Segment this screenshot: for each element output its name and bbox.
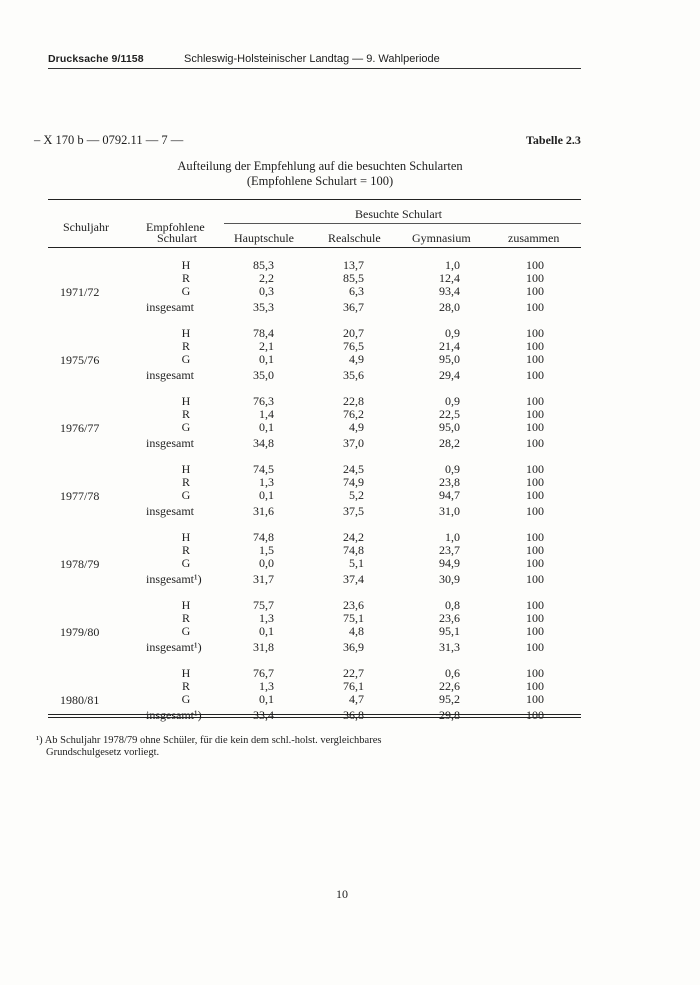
col-header-hauptschule: Hauptschule xyxy=(234,231,294,245)
cell-realschule: 22,8 xyxy=(343,394,364,408)
col-header-zusammen: zusammen xyxy=(508,231,560,245)
cell-realschule: 20,7 xyxy=(343,326,364,340)
cell-realschule: 74,8 xyxy=(343,543,364,557)
cell-realschule: 75,1 xyxy=(343,611,364,625)
cell-empfohlene: insgesamt¹) xyxy=(146,708,202,722)
cell-realschule: 76,1 xyxy=(343,679,364,693)
cell-zusammen: 100 xyxy=(526,368,544,382)
cell-zusammen: 100 xyxy=(526,611,544,625)
cell-gymnasium: 22,6 xyxy=(439,679,460,693)
cell-empfohlene: insgesamt¹) xyxy=(146,572,202,586)
cell-realschule: 35,6 xyxy=(343,368,364,382)
cell-gymnasium: 23,6 xyxy=(439,611,460,625)
footnote-line1: ¹) Ab Schuljahr 1978/79 ohne Schüler, für die kein dem schl.-holst. vergleichbares xyxy=(36,735,382,746)
drucksache-label: Drucksache 9/1158 xyxy=(48,53,144,65)
cell-zusammen: 100 xyxy=(526,692,544,706)
cell-zusammen: 100 xyxy=(526,300,544,314)
cell-zusammen: 100 xyxy=(526,407,544,421)
cell-empfohlene: insgesamt¹) xyxy=(146,640,202,654)
cell-gymnasium: 94,7 xyxy=(439,488,460,502)
cell-zusammen: 100 xyxy=(526,708,544,722)
group-header-rule xyxy=(224,223,581,224)
cell-zusammen: 100 xyxy=(526,679,544,693)
cell-gymnasium: 95,1 xyxy=(439,624,460,638)
cell-zusammen: 100 xyxy=(526,504,544,518)
col-header-empfohlene-line2: Schulart xyxy=(157,231,197,245)
footnote-line2: Grundschulgesetz vorliegt. xyxy=(46,747,160,758)
cell-schuljahr: 1978/79 xyxy=(60,557,100,571)
cell-hauptschule: 31,8 xyxy=(253,640,274,654)
cell-hauptschule: 85,3 xyxy=(253,258,274,272)
cell-gymnasium: 30,9 xyxy=(439,572,460,586)
cell-realschule: 24,5 xyxy=(343,462,364,476)
cell-empfohlene: G xyxy=(181,284,191,298)
cell-zusammen: 100 xyxy=(526,258,544,272)
cell-hauptschule: 33,4 xyxy=(253,708,274,722)
cell-hauptschule: 75,7 xyxy=(253,598,274,612)
col-header-empfohlene-line1: Empfohlene xyxy=(146,220,205,234)
cell-gymnasium: 95,0 xyxy=(439,420,460,434)
cell-realschule: 4,9 xyxy=(349,352,364,366)
cell-zusammen: 100 xyxy=(526,640,544,654)
cell-hauptschule: 78,4 xyxy=(253,326,274,340)
cell-gymnasium: 1,0 xyxy=(445,258,460,272)
cell-gymnasium: 28,2 xyxy=(439,436,460,450)
cell-zusammen: 100 xyxy=(526,271,544,285)
cell-hauptschule: 76,7 xyxy=(253,666,274,680)
cell-empfohlene: H xyxy=(181,598,191,612)
cell-empfohlene: H xyxy=(181,462,191,476)
cell-hauptschule: 34,8 xyxy=(253,436,274,450)
cell-empfohlene: H xyxy=(181,666,191,680)
table-header-rule xyxy=(48,247,581,248)
table-caption-line1: Aufteilung der Empfehlung auf die besuchten Schularten xyxy=(177,159,463,173)
cell-empfohlene: R xyxy=(181,679,190,693)
page-number: 10 xyxy=(336,887,348,901)
cell-gymnasium: 12,4 xyxy=(439,271,460,285)
cell-realschule: 36,7 xyxy=(343,300,364,314)
cell-gymnasium: 0,9 xyxy=(445,462,460,476)
cell-zusammen: 100 xyxy=(526,339,544,353)
cell-zusammen: 100 xyxy=(526,543,544,557)
cell-realschule: 13,7 xyxy=(343,258,364,272)
cell-hauptschule: 76,3 xyxy=(253,394,274,408)
cell-realschule: 36,8 xyxy=(343,708,364,722)
cell-zusammen: 100 xyxy=(526,394,544,408)
cell-gymnasium: 95,2 xyxy=(439,692,460,706)
cell-empfohlene: R xyxy=(181,475,190,489)
cell-hauptschule: 35,3 xyxy=(253,300,274,314)
cell-hauptschule: 1,4 xyxy=(259,407,274,421)
cell-realschule: 6,3 xyxy=(349,284,364,298)
cell-hauptschule: 0,1 xyxy=(259,420,274,434)
cell-realschule: 76,5 xyxy=(343,339,364,353)
cell-hauptschule: 0,3 xyxy=(259,284,274,298)
cell-zusammen: 100 xyxy=(526,556,544,570)
cell-gymnasium: 93,4 xyxy=(439,284,460,298)
cell-empfohlene: insgesamt xyxy=(146,300,194,314)
table-caption-line2: (Empfohlene Schulart = 100) xyxy=(246,174,394,188)
cell-zusammen: 100 xyxy=(526,598,544,612)
cell-realschule: 37,0 xyxy=(343,436,364,450)
cell-zusammen: 100 xyxy=(526,572,544,586)
table-bottom-rule-2 xyxy=(48,717,581,718)
cell-gymnasium: 29,4 xyxy=(439,368,460,382)
cell-zusammen: 100 xyxy=(526,475,544,489)
cell-empfohlene: G xyxy=(181,488,191,502)
cell-hauptschule: 2,2 xyxy=(259,271,274,285)
table-bottom-rule-1 xyxy=(48,714,581,715)
cell-empfohlene: G xyxy=(181,352,191,366)
cell-hauptschule: 2,1 xyxy=(259,339,274,353)
cell-schuljahr: 1971/72 xyxy=(60,285,100,299)
cell-gymnasium: 0,9 xyxy=(445,394,460,408)
cell-gymnasium: 28,0 xyxy=(439,300,460,314)
table-label: Tabelle 2.3 xyxy=(526,133,581,147)
cell-empfohlene: H xyxy=(181,530,191,544)
cell-hauptschule: 31,7 xyxy=(253,572,274,586)
cell-realschule: 5,1 xyxy=(349,556,364,570)
cell-gymnasium: 29,8 xyxy=(439,708,460,722)
cell-gymnasium: 1,0 xyxy=(445,530,460,544)
cell-empfohlene: H xyxy=(181,258,191,272)
cell-zusammen: 100 xyxy=(526,326,544,340)
cell-schuljahr: 1976/77 xyxy=(60,421,100,435)
cell-hauptschule: 35,0 xyxy=(253,368,274,382)
cell-gymnasium: 31,3 xyxy=(439,640,460,654)
cell-gymnasium: 0,9 xyxy=(445,326,460,340)
cell-gymnasium: 21,4 xyxy=(439,339,460,353)
cell-realschule: 85,5 xyxy=(343,271,364,285)
cell-gymnasium: 94,9 xyxy=(439,556,460,570)
cell-zusammen: 100 xyxy=(526,624,544,638)
cell-realschule: 5,2 xyxy=(349,488,364,502)
cell-realschule: 4,7 xyxy=(349,692,364,706)
cell-empfohlene: R xyxy=(181,543,190,557)
cell-realschule: 4,9 xyxy=(349,420,364,434)
cell-hauptschule: 1,5 xyxy=(259,543,274,557)
cell-hauptschule: 0,1 xyxy=(259,624,274,638)
cell-zusammen: 100 xyxy=(526,530,544,544)
col-header-realschule: Realschule xyxy=(328,231,381,245)
cell-empfohlene: G xyxy=(181,692,191,706)
cell-empfohlene: G xyxy=(181,624,191,638)
cell-hauptschule: 1,3 xyxy=(259,611,274,625)
cell-gymnasium: 0,8 xyxy=(445,598,460,612)
cell-hauptschule: 0,1 xyxy=(259,692,274,706)
cell-zusammen: 100 xyxy=(526,420,544,434)
cell-realschule: 4,8 xyxy=(349,624,364,638)
cell-empfohlene: insgesamt xyxy=(146,436,194,450)
group-header-besuchte-schulart: Besuchte Schulart xyxy=(355,207,442,221)
cell-schuljahr: 1977/78 xyxy=(60,489,100,503)
cell-empfohlene: G xyxy=(181,556,191,570)
col-header-gymnasium: Gymnasium xyxy=(412,231,471,245)
cell-hauptschule: 1,3 xyxy=(259,475,274,489)
cell-gymnasium: 22,5 xyxy=(439,407,460,421)
table-top-rule xyxy=(48,199,581,200)
cell-hauptschule: 0,1 xyxy=(259,488,274,502)
cell-gymnasium: 23,7 xyxy=(439,543,460,557)
cell-realschule: 74,9 xyxy=(343,475,364,489)
cell-schuljahr: 1979/80 xyxy=(60,625,100,639)
cell-empfohlene: H xyxy=(181,326,191,340)
parliament-title: Schleswig-Holsteinischer Landtag — 9. Wahlperiode xyxy=(184,53,440,65)
document-id: – X 170 b — 0792.11 — 7 — xyxy=(34,133,184,147)
cell-realschule: 24,2 xyxy=(343,530,364,544)
header-rule xyxy=(48,68,581,69)
cell-empfohlene: R xyxy=(181,339,190,353)
cell-empfohlene: R xyxy=(181,611,190,625)
cell-schuljahr: 1980/81 xyxy=(60,693,100,707)
cell-hauptschule: 31,6 xyxy=(253,504,274,518)
cell-empfohlene: R xyxy=(181,407,190,421)
cell-zusammen: 100 xyxy=(526,352,544,366)
cell-gymnasium: 0,6 xyxy=(445,666,460,680)
cell-empfohlene: H xyxy=(181,394,191,408)
cell-realschule: 37,4 xyxy=(343,572,364,586)
cell-zusammen: 100 xyxy=(526,284,544,298)
cell-gymnasium: 23,8 xyxy=(439,475,460,489)
cell-gymnasium: 95,0 xyxy=(439,352,460,366)
cell-hauptschule: 1,3 xyxy=(259,679,274,693)
cell-realschule: 37,5 xyxy=(343,504,364,518)
cell-hauptschule: 74,8 xyxy=(253,530,274,544)
cell-realschule: 22,7 xyxy=(343,666,364,680)
cell-realschule: 76,2 xyxy=(343,407,364,421)
col-header-schuljahr: Schuljahr xyxy=(63,220,109,234)
cell-empfohlene: insgesamt xyxy=(146,368,194,382)
cell-empfohlene: R xyxy=(181,271,190,285)
cell-hauptschule: 0,1 xyxy=(259,352,274,366)
cell-hauptschule: 74,5 xyxy=(253,462,274,476)
cell-schuljahr: 1975/76 xyxy=(60,353,100,367)
cell-empfohlene: insgesamt xyxy=(146,504,194,518)
cell-zusammen: 100 xyxy=(526,666,544,680)
cell-realschule: 23,6 xyxy=(343,598,364,612)
cell-zusammen: 100 xyxy=(526,488,544,502)
cell-zusammen: 100 xyxy=(526,436,544,450)
cell-zusammen: 100 xyxy=(526,462,544,476)
cell-hauptschule: 0,0 xyxy=(259,556,274,570)
cell-gymnasium: 31,0 xyxy=(439,504,460,518)
cell-realschule: 36,9 xyxy=(343,640,364,654)
cell-empfohlene: G xyxy=(181,420,191,434)
